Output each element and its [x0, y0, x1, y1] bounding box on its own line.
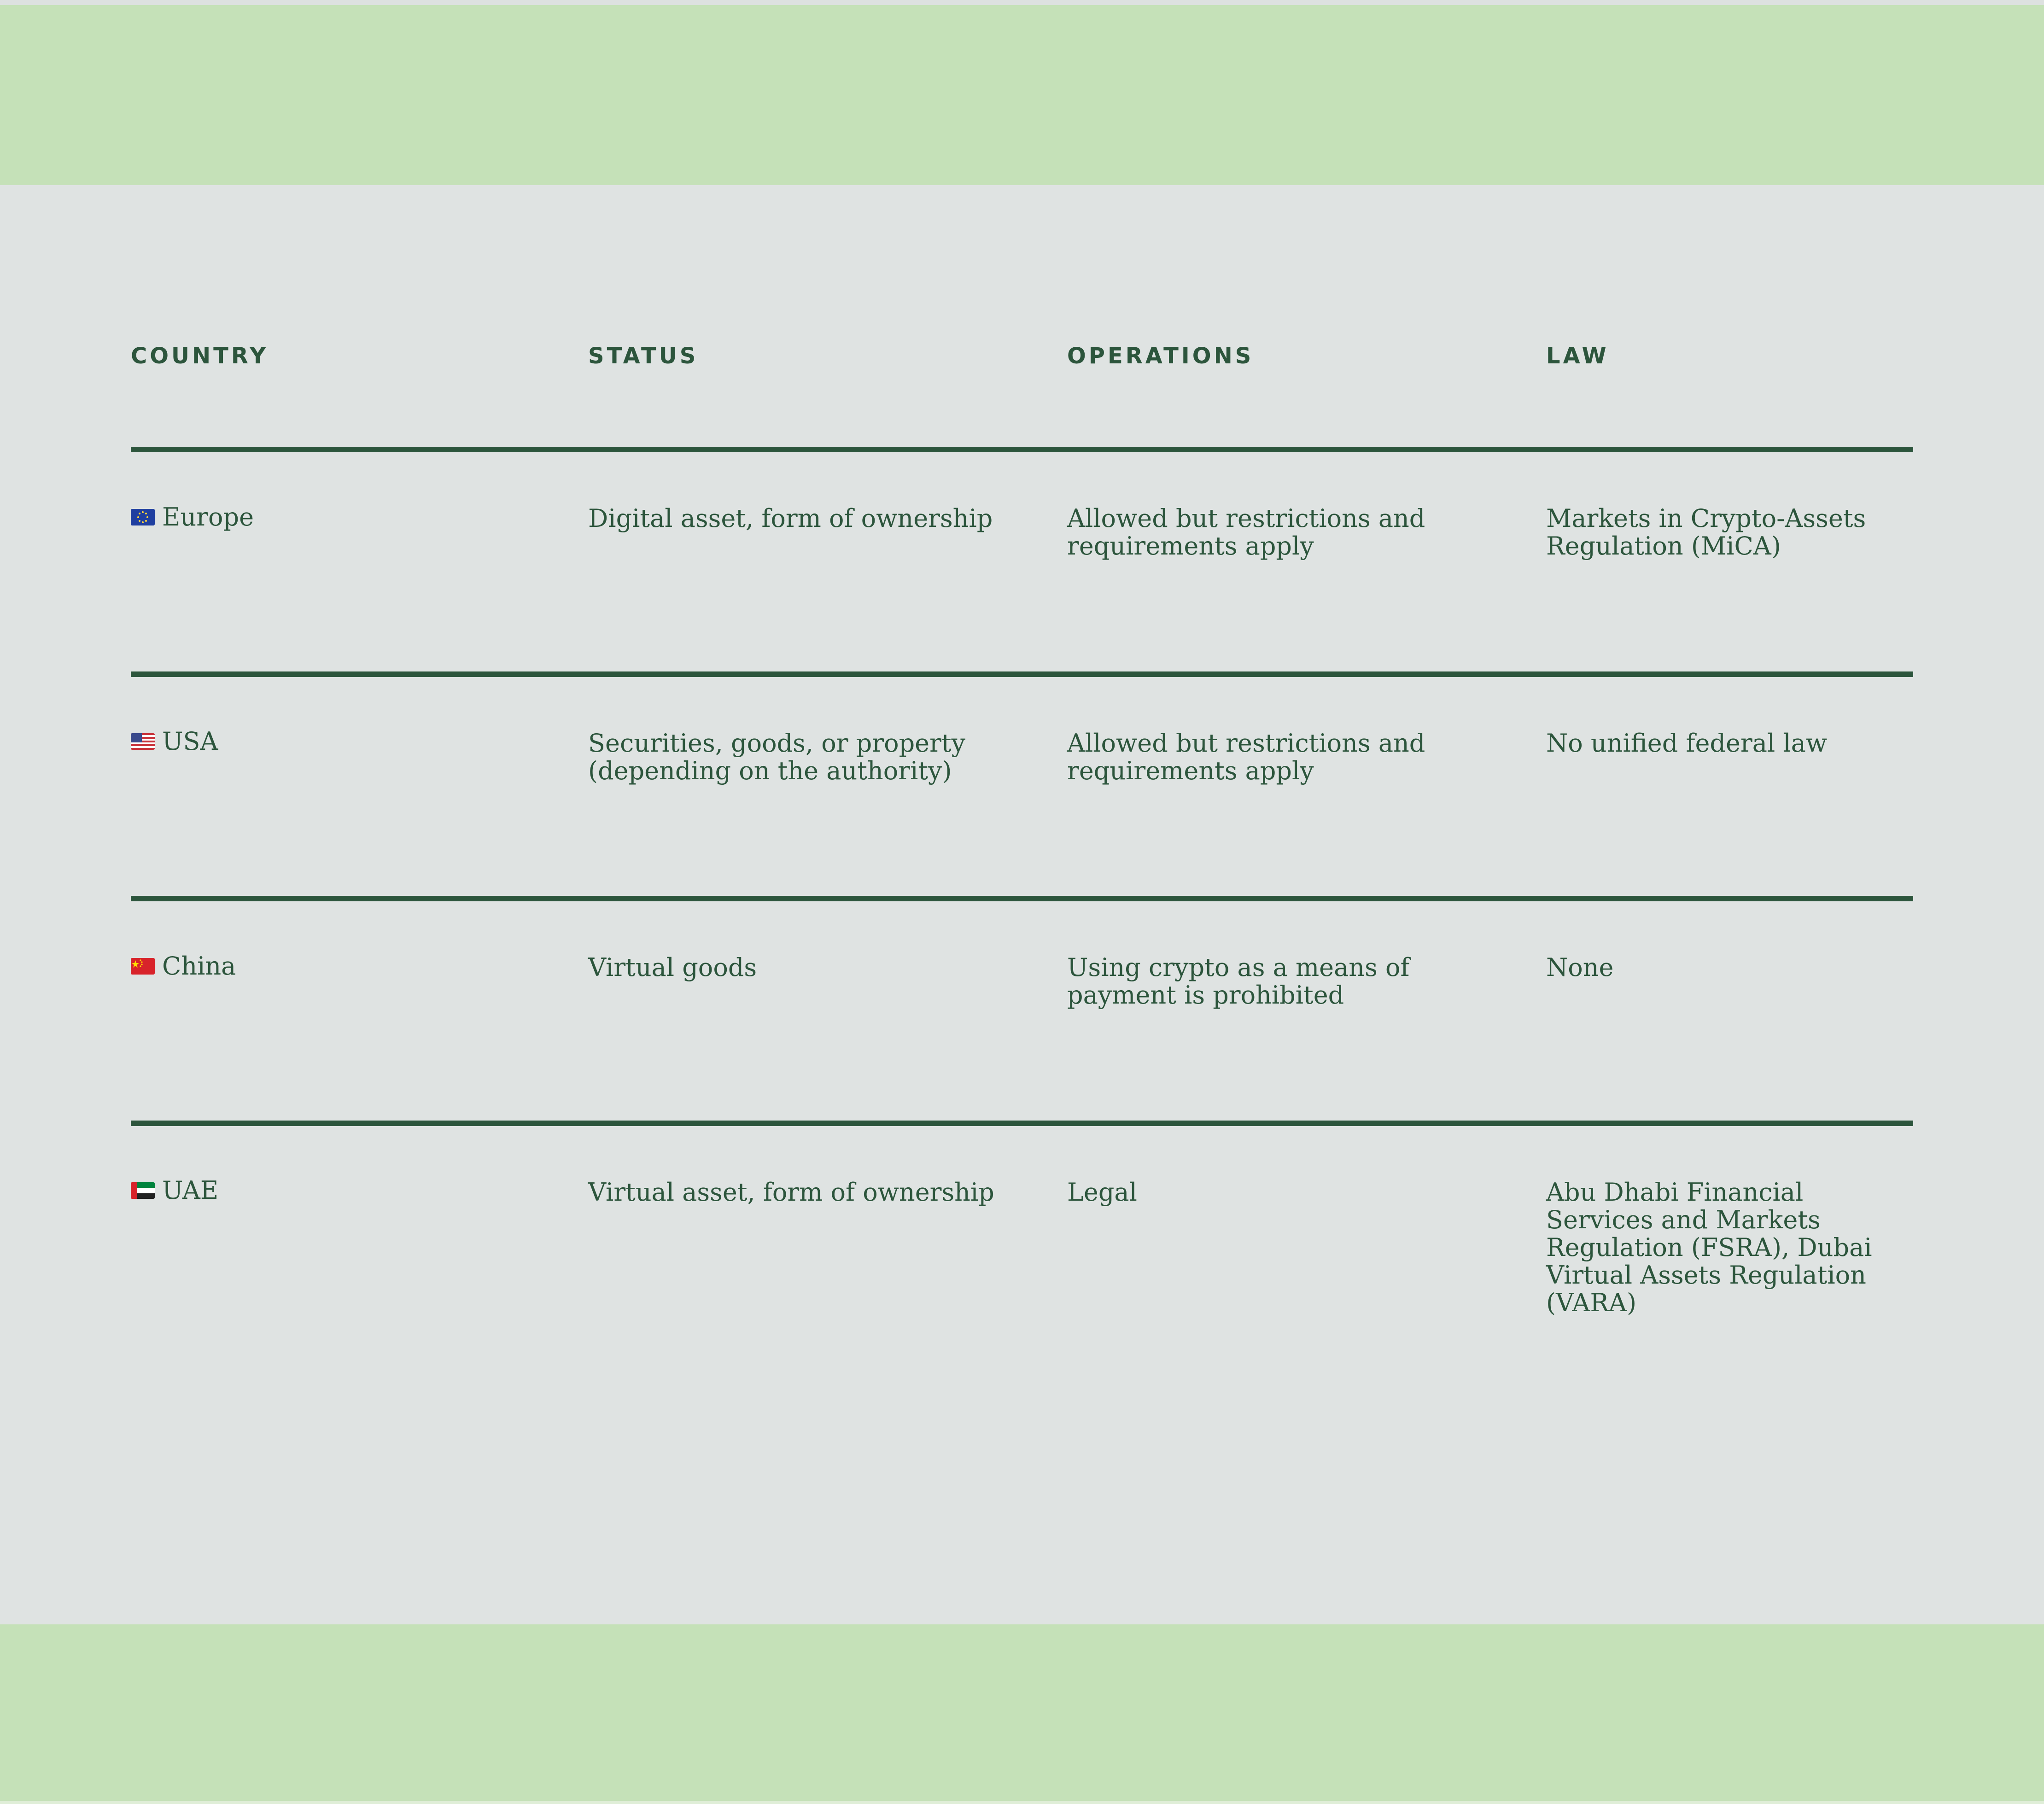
table-cell-operations: Allowed but restrictions and requirements apply: [1067, 504, 1425, 560]
table-cell-law: No unified federal law: [1546, 729, 1828, 758]
table-row-country: [131, 952, 545, 980]
table-row-country: [131, 1177, 545, 1204]
table-cell-law: Abu Dhabi Financial Services and Markets Regulation (FSRA), Dubai Virtual Assets Regulation (VARA): [1546, 1178, 1872, 1317]
table-cell-operations: Legal: [1067, 1178, 1137, 1207]
uae-flag-icon: [131, 1182, 155, 1199]
table-cell-operations: Using crypto as a means of payment is prohibited: [1067, 953, 1410, 1010]
table-cell-status: Securities, goods, or property (depending on the authority): [588, 729, 966, 785]
table-row-country: [131, 503, 545, 531]
row-divider: [131, 447, 1913, 452]
table-cell-status: Virtual goods: [588, 953, 757, 982]
row-divider: [131, 671, 1913, 677]
table-cell-law: Markets in Crypto-Assets Regulation (MiCA): [1546, 504, 1866, 560]
us-flag-icon: [131, 733, 155, 750]
bottom-edge: [0, 1801, 2044, 1804]
top-band: [0, 5, 2044, 185]
country-name: China: [162, 952, 236, 981]
header-operations: OPERATIONS: [1067, 343, 1254, 369]
table-cell-operations: Allowed but restrictions and requirements apply: [1067, 729, 1425, 785]
table-cell-law: None: [1546, 953, 1614, 982]
country-name: USA: [162, 727, 218, 756]
country-name: UAE: [162, 1176, 219, 1205]
row-divider: [131, 1121, 1913, 1126]
bottom-band: [0, 1624, 2044, 1801]
eu-flag-icon: [131, 509, 155, 525]
regulation-table: [131, 185, 1913, 1624]
top-edge: [0, 0, 2044, 5]
table-row-country: [131, 728, 545, 755]
table-cell-status: Virtual asset, form of ownership: [588, 1178, 994, 1207]
header-country: COUNTRY: [131, 343, 269, 369]
china-flag-icon: [131, 958, 155, 975]
header-status: STATUS: [588, 343, 699, 369]
header-law: LAW: [1546, 343, 1609, 369]
row-divider: [131, 896, 1913, 901]
country-name: Europe: [162, 502, 254, 531]
table-cell-status: Digital asset, form of ownership: [588, 504, 993, 533]
